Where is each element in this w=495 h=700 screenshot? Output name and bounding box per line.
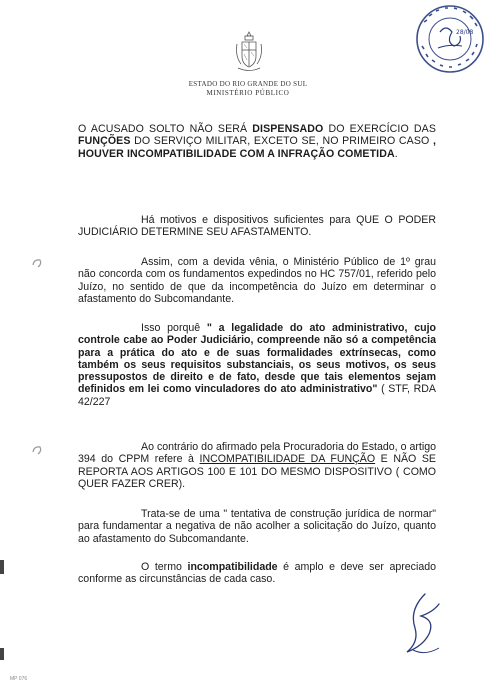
paragraph-acusado-solto xyxy=(78,123,436,160)
text-run: O termo xyxy=(141,561,188,573)
text-run: Ao contrário do afirmado pela Procuradoria do Estado, o artigo 394 do CPPM refere à xyxy=(78,441,436,466)
text-run: O ACUSADO SOLTO NÃO SERÁ xyxy=(78,123,253,135)
official-stamp-icon xyxy=(410,2,488,78)
text-run: Trata-se de uma " tentativa de construção jurídica de normar" para fundamentar a negativa de não acolher a solicitação do Juízo, quanto ao afastamento do Subcomandante. xyxy=(78,508,436,545)
footer-form-code: MP 076 xyxy=(10,676,28,682)
coat-of-arms-icon xyxy=(234,30,264,74)
text-run: é amplo e deve ser apreciado conforme as circunstâncias de cada caso. xyxy=(78,561,436,586)
paragraph-motivos xyxy=(78,214,436,239)
paragraph-trata-se xyxy=(78,508,436,545)
text-run: DO SERVIÇO MILITAR, EXCETO SE, NO PRIMEIRO CASO xyxy=(130,135,433,148)
scan-edge-mark xyxy=(0,648,4,660)
paragraph-ao-contrario xyxy=(78,441,436,490)
text-run: . xyxy=(394,147,398,160)
paragraph-termo xyxy=(78,561,436,586)
bold-run: DISPENSADO xyxy=(252,123,324,135)
underlined-run: INCOMPATIBILIDADE DA FUNÇÃO xyxy=(199,453,376,466)
paragraph-isso-porque xyxy=(78,322,436,408)
bold-quote: " a legalidade do ato administrativo, cujo controle cabe ao Poder Judiciário, compreende não só a competência para a prática do ato e de suas formalidades extrínsecas, como também os seus requisitos substanciais, os seus motivos, os seus pressupostos de direito e de fato, desde que tais elementos sejam definidos em lei como vinculadores do ato administrativo" xyxy=(78,322,436,396)
citation: ( STF, RDA 42/227 xyxy=(78,383,436,408)
stamp-handwritten-date: 28/08 xyxy=(456,29,474,36)
text-run: DO EXERCÍCIO DAS xyxy=(323,123,436,135)
text-run: E NÃO SE REPORTA AOS ARTIGOS 100 E 101 DO MESMO DISPOSITIVO ( COMO QUER FAZER CRER). xyxy=(78,453,436,490)
paragraph-assim xyxy=(78,256,436,305)
scan-edge-mark xyxy=(0,560,4,574)
letterhead xyxy=(150,80,346,98)
punch-hole-mark-icon xyxy=(30,443,44,457)
bold-run: FUNÇÕES xyxy=(78,135,131,148)
bold-run: incompatibilidade xyxy=(187,561,278,573)
handwritten-signature-icon xyxy=(395,590,445,660)
punch-hole-mark-icon xyxy=(30,256,44,270)
bold-run: , HOUVER INCOMPATIBILIDADE COM A INFRAÇÃO COMETIDA xyxy=(78,135,436,160)
text-run: Há motivos e dispositivos suficientes para QUE O PODER JUDICIÁRIO DETERMINE SEU AFASTAMENTO. xyxy=(78,214,436,239)
letterhead-state: ESTADO DO RIO GRANDE DO SUL xyxy=(188,80,308,88)
letterhead-institution: MINISTÉRIO PÚBLICO xyxy=(206,89,290,97)
text-run: Assim, com a devida vênia, o Ministério Público de 1º grau não concorda com os fundamentos expedindos no HC 757/01, referido pelo Juízo, no sentido de que da incompetência do Juízo em determinar o afastamento do Subcomandante. xyxy=(78,256,436,305)
text-run: Isso porquê xyxy=(141,322,207,334)
